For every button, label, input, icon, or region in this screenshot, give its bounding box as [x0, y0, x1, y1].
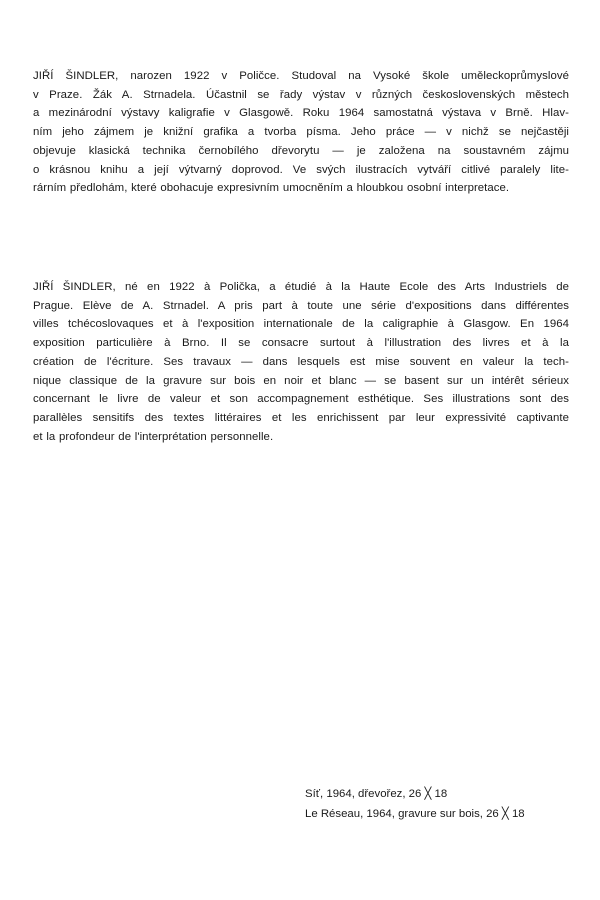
french-line: exposition particulière à Brno. Il se consacre surtout à l'illustration des livres et à la [33, 337, 569, 350]
french-line: JIŘÍ ŠINDLER, né en 1922 à Polička, a étudié à la Haute Ecole des Arts Industriels de [33, 281, 569, 293]
czech-line: rárním předlohám, které obohacuje expresivním umocněním a hloubkou osobní interpretace. [33, 182, 510, 195]
czech-artwork-caption: Síť, 1964, dřevořez, 26 ╳ 18 [305, 788, 448, 800]
czech-biography-paragraph [33, 67, 569, 198]
french-artwork-caption: Le Réseau, 1964, gravure sur bois, 26 ╳ 18 [305, 808, 525, 820]
czech-line: ním jeho zájmem je knižní grafika a tvorba písma. Jeho práce — v nichž se nejčastěji [33, 126, 569, 139]
czech-line: objevuje klasická technika černobílého dřevorytu — je založena na soustavném zájmu [33, 144, 569, 157]
czech-line: v Praze. Žák A. Strnadela. Účastnil se řady výstav v různých československých městech [33, 88, 569, 101]
french-line: concernant le livre de valeur et son accompagnement esthétique. Ses illustrations sont des [33, 393, 569, 406]
czech-line: JIŘÍ ŠINDLER, narozen 1922 v Poličce. Studoval na Vysoké škole uměleckoprůmyslové [33, 70, 569, 82]
czech-line: o krásnou knihu a její výtvarný doprovod. Ve svých ilustracích vytváří citlivé paralely lite- [33, 163, 569, 176]
french-line: Prague. Elève de A. Strnadel. A pris part à toute une série d'expositions dans différentes [33, 299, 569, 312]
french-line: parallèles sensitifs des textes littéraires et les enrichissent par leur expressivité captivante [33, 411, 569, 424]
french-line: création de l'écriture. Ses travaux — dans lesquels est mise souvent en valeur la tech- [33, 355, 569, 368]
french-line: villes tchécoslovaques et à l'exposition internationale de la caligraphie à Glasgow. En 1964 [33, 318, 569, 331]
french-biography-paragraph [33, 278, 569, 446]
french-line: nique classique de la gravure sur bois en noir et blanc — se basent sur un intérêt sérieux [33, 374, 569, 387]
french-line: et la profondeur de l'interprétation personnelle. [33, 430, 274, 443]
czech-line: a mezinárodní výstavy kaligrafie v Glasgowě. Roku 1964 samostatná výstava v Brně. Hlav- [33, 107, 569, 120]
